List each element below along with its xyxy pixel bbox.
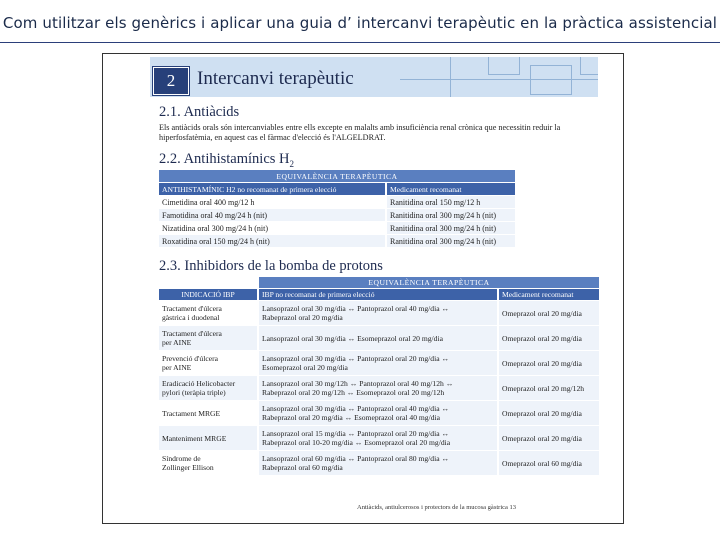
ibp-line: Lansoprazol oral 30 mg/12h ↔ Pantoprazol oral 40 mg/12h ↔ xyxy=(262,379,454,388)
section-heading-ppi: 2.3. Inhibidors de la bomba de protons xyxy=(159,258,383,274)
section-text-antiacids: Els antiàcids orals són intercanviables entre ells excepte en malalts amb insuficiència renal crònica que necessitin reduir la hiperfosfatèmia, en aquest cas el fàrmac d'elecció és l'ALGELDRAT. xyxy=(159,123,561,142)
table-row xyxy=(159,351,599,375)
heading-subscript: 2 xyxy=(289,158,294,169)
document-page xyxy=(102,53,624,524)
ibp-line: Lansoprazol oral 30 mg/dia ↔ Esomeprazol oral 20 mg/dia xyxy=(262,333,443,343)
title-divider xyxy=(0,42,720,43)
indication-line: per AINE xyxy=(162,338,192,347)
ibp-line: Rabeprazol oral 10-20 mg/dia ↔ Esomeprazol oral 20 mg/dia xyxy=(262,438,451,447)
indication-line: Tractament MRGE xyxy=(162,408,221,418)
ibp-line: Rabeprazol oral 20 mg/dia xyxy=(262,313,343,322)
section-heading-antihistamines-text: 2.2. Antihistamínics H xyxy=(159,151,290,167)
table-corner xyxy=(159,277,257,288)
table-row xyxy=(159,401,599,425)
ibp-line: Rabeprazol oral 20 mg/12h ↔ Esomeprazol oral 20 mg/12h xyxy=(262,388,445,397)
ibp-cell xyxy=(259,301,497,325)
table-column-header: INDICACIÓ IBP xyxy=(159,289,257,300)
section-heading-antiacids: 2.1. Antiàcids xyxy=(159,104,240,120)
table-cell: Ranitidina oral 300 mg/24 h (nit) xyxy=(387,235,515,247)
ppi-table xyxy=(159,276,599,476)
banner-decoration xyxy=(580,57,598,75)
table-row xyxy=(159,301,599,325)
table-column-header: Medicament recomanat xyxy=(499,289,599,300)
ibp-cell xyxy=(259,401,497,425)
indication-cell xyxy=(159,301,257,325)
ibp-line: Lansoprazol oral 15 mg/dia ↔ Pantoprazol oral 20 mg/dia ↔ xyxy=(262,429,450,438)
ibp-cell xyxy=(259,326,497,350)
table-group-header: EQUIVALÈNCIA TERAPÈUTICA xyxy=(159,170,515,182)
table-column-header: ANTIHISTAMÍNIC H2 no recomanat de primera elecció xyxy=(159,183,385,195)
table-cell: Ranitidina oral 300 mg/24 h (nit) xyxy=(387,209,515,221)
indication-cell xyxy=(159,451,257,475)
recommended-cell: Omeprazol oral 20 mg/dia xyxy=(499,401,599,425)
ibp-cell xyxy=(259,426,497,450)
table-column-header: IBP no recomanat de primera elecció xyxy=(259,289,497,300)
table-cell: Nizatidina oral 300 mg/24 h (nit) xyxy=(159,222,385,234)
page-footer: Antiàcids, antiulcerosos i protectors de la mucosa gàstrica 13 xyxy=(357,504,517,511)
table-row xyxy=(159,196,515,208)
ibp-line: Lansoprazol oral 30 mg/dia ↔ Pantoprazol oral 40 mg/dia ↔ xyxy=(262,304,450,313)
table-row xyxy=(159,376,599,400)
ibp-cell xyxy=(259,351,497,375)
table-row xyxy=(159,222,515,234)
recommended-cell: Omeprazol oral 20 mg/dia xyxy=(499,351,599,375)
table-group-header: EQUIVALÈNCIA TERAPÈUTICA xyxy=(259,277,599,288)
indication-cell xyxy=(159,401,257,425)
table-cell: Roxatidina oral 150 mg/24 h (nit) xyxy=(159,235,385,247)
chapter-title: Intercanvi terapèutic xyxy=(197,68,354,89)
table-cell: Ranitidina oral 150 mg/12 h xyxy=(387,196,515,208)
section-heading-antihistamines xyxy=(159,151,294,169)
indication-line: pylori (teràpia triple) xyxy=(162,388,226,397)
chapter-number: 2 xyxy=(153,67,189,95)
indication-cell xyxy=(159,351,257,375)
indication-line: Manteniment MRGE xyxy=(162,433,227,443)
table-row xyxy=(159,451,599,475)
banner-decoration xyxy=(530,65,572,95)
antihistamine-table xyxy=(159,169,515,248)
banner-decoration xyxy=(488,57,520,75)
table-cell: Famotidina oral 40 mg/24 h (nit) xyxy=(159,209,385,221)
recommended-cell: Omeprazol oral 60 mg/dia xyxy=(499,451,599,475)
indication-line: per AINE xyxy=(162,363,192,372)
indication-line: Zollinger Ellison xyxy=(162,463,214,472)
ibp-line: Esomeprazol oral 20 mg/dia xyxy=(262,363,348,372)
table-row xyxy=(159,235,515,247)
banner-decoration xyxy=(450,57,451,97)
ibp-line: Lansoprazol oral 30 mg/dia ↔ Pantoprazol oral 40 mg/dia ↔ xyxy=(262,404,450,413)
slide-title: Com utilitzar els genèrics i aplicar una guia d’ intercanvi terapèutic en la pràctica assistencial xyxy=(2,14,718,32)
recommended-cell: Omeprazol oral 20 mg/dia xyxy=(499,326,599,350)
ibp-line: Lansoprazol oral 60 mg/dia ↔ Pantoprazol oral 80 mg/dia ↔ xyxy=(262,454,450,463)
indication-line: gàstrica i duodenal xyxy=(162,313,220,322)
recommended-cell: Omeprazol oral 20 mg/12h xyxy=(499,376,599,400)
ibp-line: Rabeprazol oral 60 mg/dia xyxy=(262,463,343,472)
indication-line: Tractament d'úlcera xyxy=(162,304,222,313)
table-row xyxy=(159,209,515,221)
indication-cell xyxy=(159,326,257,350)
recommended-cell: Omeprazol oral 20 mg/dia xyxy=(499,301,599,325)
indication-line: Síndrome de xyxy=(162,454,201,463)
indication-cell xyxy=(159,376,257,400)
table-row xyxy=(159,326,599,350)
table-row xyxy=(159,426,599,450)
indication-line: Prevenció d'úlcera xyxy=(162,354,218,363)
ibp-line: Rabeprazol oral 20 mg/dia ↔ Esomeprazol oral 40 mg/dia xyxy=(262,413,440,422)
indication-cell xyxy=(159,426,257,450)
table-cell: Cimetidina oral 400 mg/12 h xyxy=(159,196,385,208)
recommended-cell: Omeprazol oral 20 mg/dia xyxy=(499,426,599,450)
ibp-line: Lansoprazol oral 30 mg/dia ↔ Pantoprazol oral 20 mg/dia ↔ xyxy=(262,354,450,363)
table-cell: Ranitidina oral 300 mg/24 h (nit) xyxy=(387,222,515,234)
indication-line: Eradicació Helicobacter xyxy=(162,379,236,388)
table-column-header: Medicament recomanat xyxy=(387,183,515,195)
ibp-cell xyxy=(259,376,497,400)
ibp-cell xyxy=(259,451,497,475)
indication-line: Tractament d'úlcera xyxy=(162,329,222,338)
